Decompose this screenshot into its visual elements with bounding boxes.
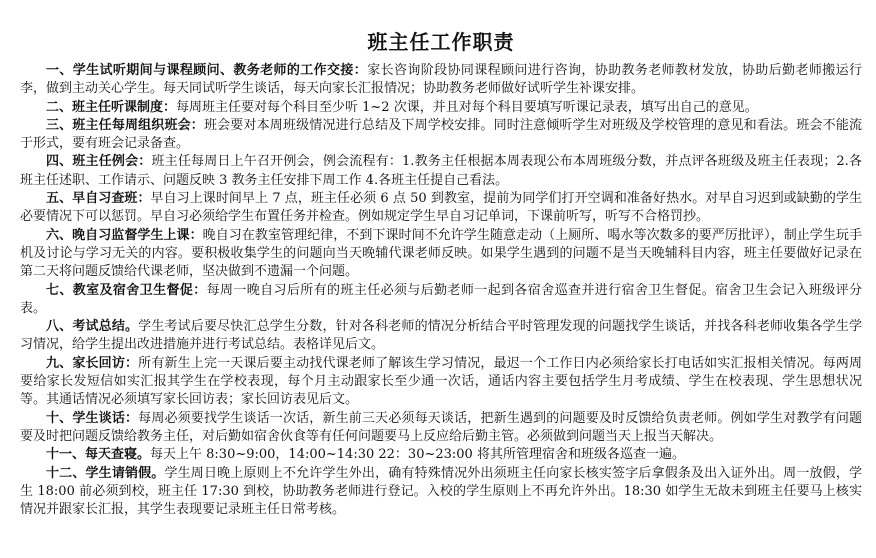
duty-item-2 bbox=[20, 99, 862, 117]
duty-item-10 bbox=[20, 410, 862, 447]
duty-body: 家长咨询阶段协同课程顾问进行咨询，协助教务老师教材发放，协助后勤老师搬运行李，做到主动关心学生。每天同试听学生谈话，每天向家长汇报情况；协助教务老师做好试听学生补课安排。 bbox=[20, 63, 862, 97]
duty-body: 晚自习在教室管理纪律，不到下课时间不允许学生随意走动（上厕所、喝水等次数多的要严厉批评），制止学生玩手机及讨论与学习无关的内容。要积极收集学生的问题向当天晚辅代课老师反映。如果学生遇到的问题不是当天晚辅科目内容，班主任要做好记录在第二天将问题反馈给代课老师，坚决做到不遗漏一个问题。 bbox=[20, 227, 862, 280]
duty-item-5 bbox=[20, 190, 862, 227]
duty-item-1 bbox=[20, 62, 862, 99]
duty-heading: 十二、学生请销假。 bbox=[46, 465, 165, 481]
duty-body: 学生考试后要尽快汇总学生分数，针对各科老师的情况分析结合平时管理发现的问题找学生谈话，并找各科老师收集各学生学习情况，给学生提出改进措施并进行考试总结。表格详见后文。 bbox=[20, 319, 862, 353]
duty-body: 每天上午 8:30~9:00，14:00~14:30 22：30~23:00 将其所管理宿舍和班级各巡查一遍。 bbox=[150, 447, 685, 463]
duty-item-6 bbox=[20, 227, 862, 282]
duty-item-8 bbox=[20, 318, 862, 355]
duty-body: 班会要对本周班级情况进行总结及下周学校安排。同时注意倾听学生对班级及学校管理的意见和看法。班会不能流于形式，要有班会记录备查。 bbox=[20, 117, 862, 152]
duty-body: 早自习上课时间早上 7 点，班主任必须 6 点 50 到教室，提前为同学们打开空调和准备好热水。对早自习迟到或缺勤的学生必要情况下可以惩罚。早自习必须给学生布置任务并检查。例如规定学生早自习记单词，下课前听写，听写不合格罚抄。 bbox=[20, 191, 862, 225]
duty-heading: 十、学生谈话： bbox=[46, 410, 139, 426]
duty-heading: 五、早自习查班： bbox=[46, 191, 151, 207]
duty-item-11 bbox=[20, 446, 862, 464]
duty-heading: 二、班主任听课制度： bbox=[46, 99, 177, 115]
duty-item-7 bbox=[20, 282, 862, 319]
duty-item-12 bbox=[20, 465, 862, 520]
duty-heading: 三、班主任每周组织班会： bbox=[46, 117, 204, 133]
page-title: 班主任工作职责 bbox=[367, 30, 515, 54]
duty-heading: 六、晚自习监督学生上课： bbox=[46, 227, 203, 243]
duty-heading: 八、考试总结。 bbox=[46, 319, 139, 335]
duty-body: 班主任每周日上午召开例会，例会流程有：1.教务主任根据本周表现公布本周班级分数，并点评各班级及班主任表现；2.各班主任述职、工作请示、问题反映 3 教务主任安排下周工作 4.各班主任提自己看法。 bbox=[20, 154, 862, 188]
duty-body: 每周班主任要对每个科目至少听 1~2 次课，并且对每个科目要填写听课记录表，填写出自己的意见。 bbox=[176, 99, 758, 115]
duty-body: 所有新生上完一天课后要主动找代课老师了解该生学习情况，最迟一个工作日内必须给家长打电话如实汇报相关情况。每两周要给家长发短信如实汇报其学生在学校表现，每个月主动跟家长至少通一次话，通话内容主要包括学生月考成绩、学生在校表现、学生思想状况等。其通话情况必须填写家长回访表；家长回访表见后文。 bbox=[20, 355, 862, 408]
duty-body: 每周一晚自习后所有的班主任必须与后勤老师一起到各宿舍巡查并进行宿舍卫生督促。宿舍卫生会记入班级评分表。 bbox=[20, 282, 862, 316]
duty-heading: 九、家长回访： bbox=[46, 355, 139, 371]
duty-body: 每周必须要找学生谈话一次话，新生前三天必须每天谈话，把新生遇到的问题要及时反馈给负责老师。例如学生对教学有问题要及时把问题反馈给教务主任，对后勤如宿舍伙食等有任何问题要马上反应给后勤主管。必须做到问题当天上报当天解决。 bbox=[20, 410, 862, 444]
duty-body: 学生周日晚上原则上不允许学生外出，确有特殊情况外出须班主任向家长核实签字后拿假条及出入证外出。周一放假，学生 18:00 前必须到校，班主任 17:30 到校，协助教务老师进行登记。入校的学生原则上不再允许外出。18:30 如学生无故未到班主任要马上核实情况并跟家长汇报，其学生表现要记录班主任日常考核。 bbox=[20, 465, 862, 518]
duty-item-3 bbox=[20, 117, 862, 154]
duty-item-9 bbox=[20, 355, 862, 410]
duty-heading: 一、学生试听期间与课程顾问、教务老师的工作交接： bbox=[46, 63, 368, 78]
duty-heading: 七、教室及宿舍卫生督促： bbox=[46, 282, 207, 298]
duty-heading: 四、班主任例会： bbox=[46, 154, 152, 170]
duty-heading: 十一、每天查寝。 bbox=[46, 447, 151, 463]
duty-item-4 bbox=[20, 153, 862, 190]
